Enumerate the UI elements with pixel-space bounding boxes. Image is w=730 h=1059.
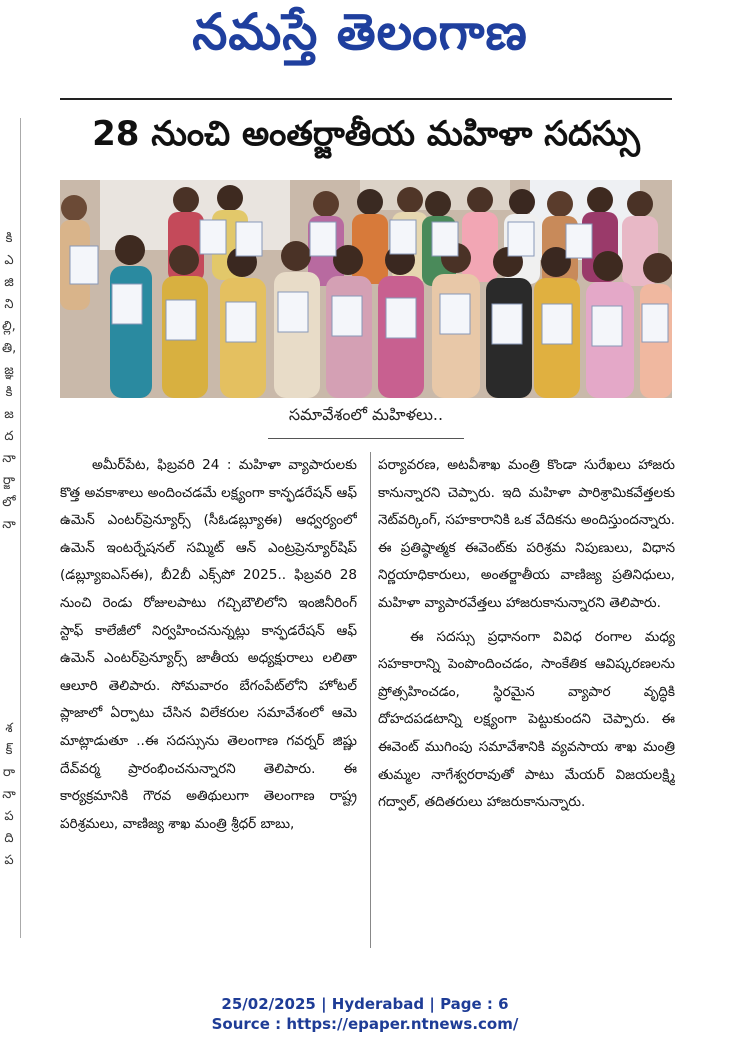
adjacent-column-fragment-upper: కి ఎ జి ని ల్లి, తి, జ్ఞ కి జ ద నా ర్జా లో నా	[2, 231, 17, 532]
group-photo-illustration	[60, 180, 672, 398]
article-column-1	[60, 452, 357, 952]
article-photo	[60, 180, 672, 398]
footer-source-link[interactable]: Source : https://epaper.ntnews.com/	[211, 1015, 519, 1033]
newspaper-masthead: నమస్తే తెలంగాణ	[192, 2, 528, 61]
article-paragraph: పర్యావరణ, అటవీశాఖ మంత్రి కొండా సురేఖలు హాజరు కానున్నారని చెప్పారు. ఇది మహిళా పారిశ్రామికవేత్తలకు నెట్‌వర్కింగ్, సహకారానికి ఒక వేదికను అందిస్తుందన్నారు. ఈ ప్రతిష్ఠాత్మక ఈవెంట్‌కు పరిశ్రమ నిపుణులు, విధాన నిర్ణయాధికారులు, అంతర్జాతీయ వాణిజ్య ప్రతినిధులు, మహిళా వ్యాపారవేత్తలు హాజరుకానున్నారని తెలిపారు.	[378, 457, 675, 611]
article-paragraph: ఈ సదస్సు ప్రధానంగా వివిధ రంగాల మధ్య సహకారాన్ని పెంపొందించడం, సాంకేతిక ఆవిష్కరణలను ప్రోత్సహించడం, స్థిరమైన వ్యాపార వృద్ధికి దోహదపడటాన్ని లక్ష్యంగా పెట్టుకుందని చెప్పారు. ఈ ఈవెంట్ ముగింపు సమావేశానికి వ్యవసాయ శాఖ మంత్రి తుమ్మల నాగేశ్వరరావుతో పాటు మేయర్ విజయలక్ష్మి గద్వాల్, తదితరులు హాజరుకానున్నారు.	[378, 628, 675, 811]
masthead-rule	[60, 98, 672, 100]
article-paragraph: అమీర్‌పేట, ఫిబ్రవరి 24 : మహిళా వ్యాపారులకు కొత్త అవకాశాలు అందించడమే లక్ష్యంగా కాన్ఫడరేషన్ ఆఫ్ ఉమెన్ ఎంటర్‌ప్రెన్యూర్స్ (సీఓడబ్ల్యూఈ) ఆధ్వర్యంలో ఉమెన్ ఇంటర్నేషనల్ సమ్మిట్ ఆన్ ఎంట్రప్రెన్యూర్‌షిప్ (డబ్ల్యూఐఎస్ఈ), బీ2బీ ఎక్స్‌పో 2025.. ఫిబ్రవరి 28 నుంచి రెండు రోజులపాటు గచ్చిబౌలిలోని ఇంజినీరింగ్ స్టాఫ్ కాలేజీలో నిర్వహించనున్నట్లు కాన్ఫడరేషన్ ఆఫ్ ఉమెన్ ఎంటర్‌ప్రెన్యూర్స్ జాతీయ అధ్యక్షురాలు లలితా ఆలూరి తెలిపారు. సోమవారం బేగంపేట్‌లోని హోటల్ ప్లాజాలో ఏర్పాటు చేసిన విలేకరుల సమావేశంలో ఆమె మాట్లాడుతూ ..ఈ సదస్సును తెలంగాణ గవర్నర్ జిష్ణు దేవ్‌వర్మ ప్రారంభించనున్నారని తెలిపారు. ఈ కార్యక్రమానికి గౌరవ అతిథులుగా తెలంగాణ రాష్ట్ర పరిశ్రమలు, వాణిజ్య శాఖ మంత్రి శ్రీధర్ బాబు,	[60, 457, 357, 832]
photo-caption: సమావేశంలో మహిళలు..	[288, 404, 444, 424]
footer-dateline: 25/02/2025 | Hyderabad | Page : 6	[221, 995, 509, 1013]
adjacent-column-rule	[20, 118, 21, 938]
page-footer	[0, 994, 730, 1034]
column-divider	[370, 452, 371, 948]
caption-rule	[268, 438, 464, 439]
article-column-2	[378, 452, 675, 952]
adjacent-column-strip	[0, 118, 22, 938]
article-headline: 28 నుంచి అంతర్జాతీయ మహిళా సదస్సు	[92, 114, 640, 154]
adjacent-column-fragment-lower: శ క్ రా నా ప ది ప	[2, 721, 16, 868]
